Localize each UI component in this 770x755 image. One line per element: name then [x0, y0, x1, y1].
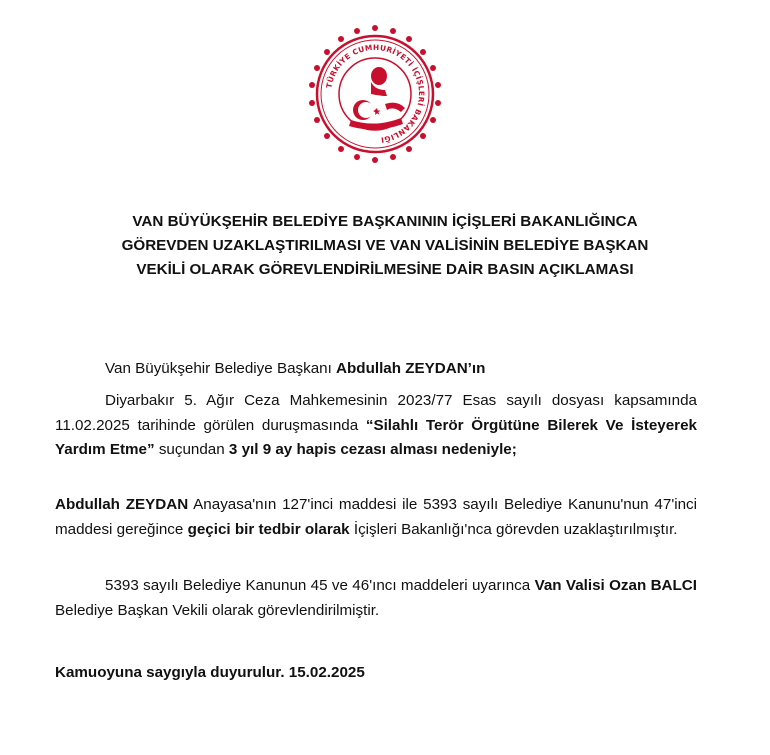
sentence: 3 yıl 9 ay hapis cezası alması nedeniyle;	[228, 441, 517, 458]
text: Diyarbakır 5. Ağır Ceza Mahkemesinin 2023/77 Esas sayılı dosyası kapsamında 11.02.2025 tarihinde görülen duruşmasında	[55, 392, 697, 434]
paragraph-4	[55, 574, 697, 623]
crescent-star-icon	[349, 100, 405, 130]
mayor-name: Abdullah ZEYDAN	[55, 496, 189, 513]
paragraph-2	[55, 389, 697, 463]
text: Belediye Başkan Vekili olarak görevlendirilmiştir.	[55, 601, 380, 619]
ministry-seal	[305, 24, 445, 164]
charge: “Silahlı Terör Örgütüne Bilerek Ve İsteyerek Yardım Etme”	[55, 416, 697, 458]
governor-name: Van Valisi Ozan BALCI	[534, 577, 697, 594]
portrait-icon	[371, 67, 387, 96]
paragraph-3	[55, 493, 697, 542]
title-line-1: VAN BÜYÜKŞEHİR BELEDİYE BAŞKANININ İÇİŞLERİ BAKANLIĞINCA	[132, 213, 638, 230]
title-line-2: GÖREVDEN UZAKLAŞTIRILMASI VE VAN VALİSİNİN BELEDİYE BAŞKAN	[121, 237, 649, 254]
mayor-name: Abdullah ZEYDAN’ın	[336, 360, 486, 377]
seal-ring-text: TÜRKİYE CUMHURİYETİ İÇİŞLERİ BAKANLIĞI	[324, 42, 427, 145]
text: Anayasa'nın 127'inci maddesi ile 5393 sayılı Belediye Kanunu'nun 47'inci maddesi gereğince	[55, 496, 698, 538]
page-title	[60, 210, 710, 282]
paragraph-1	[55, 357, 697, 382]
closing-statement: Kamuoyuna saygıyla duyurulur. 15.02.2025	[55, 664, 365, 681]
measure: geçici bir tedbir olarak	[187, 520, 350, 538]
text: İçişleri Bakanlığı'nca görevden uzaklaştırılmıştır.	[349, 520, 678, 538]
text: suçundan	[154, 441, 229, 458]
text: Van Büyükşehir Belediye Başkanı	[105, 360, 337, 377]
text: 5393 sayılı Belediye Kanunun 45 ve 46'ıncı maddeleri uyarınca	[105, 577, 535, 594]
title-line-3: VEKİLİ OLARAK GÖREVLENDİRİLMESİNE DAİR BASIN AÇIKLAMASI	[136, 261, 634, 278]
